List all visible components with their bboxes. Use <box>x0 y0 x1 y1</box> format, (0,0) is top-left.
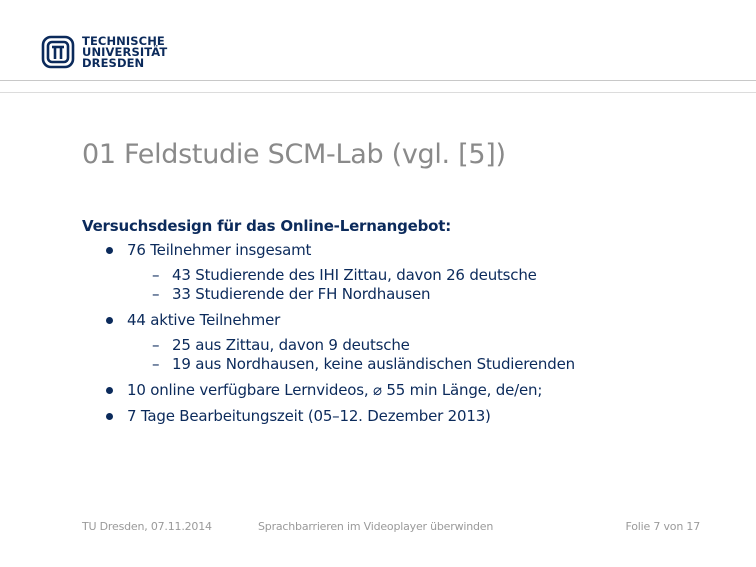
header-divider-secondary <box>0 92 756 93</box>
sub-item <box>127 266 722 285</box>
dash-icon: – <box>152 285 160 303</box>
logo-line-2: UNIVERSITÄT <box>82 44 168 59</box>
sub-list <box>127 266 722 304</box>
footer-page-number: Folie 7 von 17 <box>625 520 700 533</box>
university-logo <box>40 34 167 70</box>
sub-item <box>127 355 722 374</box>
dash-icon: – <box>152 266 160 284</box>
dash-icon: – <box>152 336 160 354</box>
bullet-item <box>82 381 722 400</box>
bullet-dot-icon <box>106 317 113 324</box>
footer-topic: Sprachbarrieren im Videoplayer überwinden <box>258 520 494 533</box>
slide-footer <box>0 520 756 540</box>
bullet-text: 44 aktive Teilnehmer <box>127 311 281 329</box>
tu-dresden-logo-icon <box>40 34 76 70</box>
slide-content <box>82 217 722 433</box>
sub-item-text: 43 Studierende des IHI Zittau, davon 26 deutsche <box>172 266 537 284</box>
bullet-text: 76 Teilnehmer insgesamt <box>127 241 312 259</box>
bullet-text: 7 Tage Bearbeitungszeit (05–12. Dezember 2013) <box>127 407 491 425</box>
bullet-item <box>82 311 722 374</box>
slide-header <box>0 0 756 82</box>
sub-item-text: 33 Studierende der FH Nordhausen <box>172 285 431 303</box>
header-divider <box>0 80 756 81</box>
logo-line-3: DRESDEN <box>82 55 145 70</box>
sub-item-text: 19 aus Nordhausen, keine ausländischen Studierenden <box>172 355 575 373</box>
footer-date: TU Dresden, 07.11.2014 <box>82 520 212 533</box>
slide-title: 01 Feldstudie SCM-Lab (vgl. [5]) <box>82 139 506 170</box>
sub-item <box>127 285 722 304</box>
bullet-text: 10 online verfügbare Lernvideos, ⌀ 55 min Länge, de/en; <box>127 381 543 399</box>
sub-item <box>127 336 722 355</box>
logo-wordmark <box>82 33 168 70</box>
bullet-dot-icon <box>106 413 113 420</box>
bullet-dot-icon <box>106 247 113 254</box>
logo-line-1: TECHNISCHE <box>82 33 165 48</box>
sub-list <box>127 336 722 374</box>
sub-item-text: 25 aus Zittau, davon 9 deutsche <box>172 336 410 354</box>
section-subheading: Versuchsdesign für das Online-Lernangebot: <box>82 217 452 235</box>
bullet-dot-icon <box>106 387 113 394</box>
dash-icon: – <box>152 355 160 373</box>
bullet-list <box>82 241 722 426</box>
bullet-item <box>82 241 722 304</box>
bullet-item <box>82 407 722 426</box>
